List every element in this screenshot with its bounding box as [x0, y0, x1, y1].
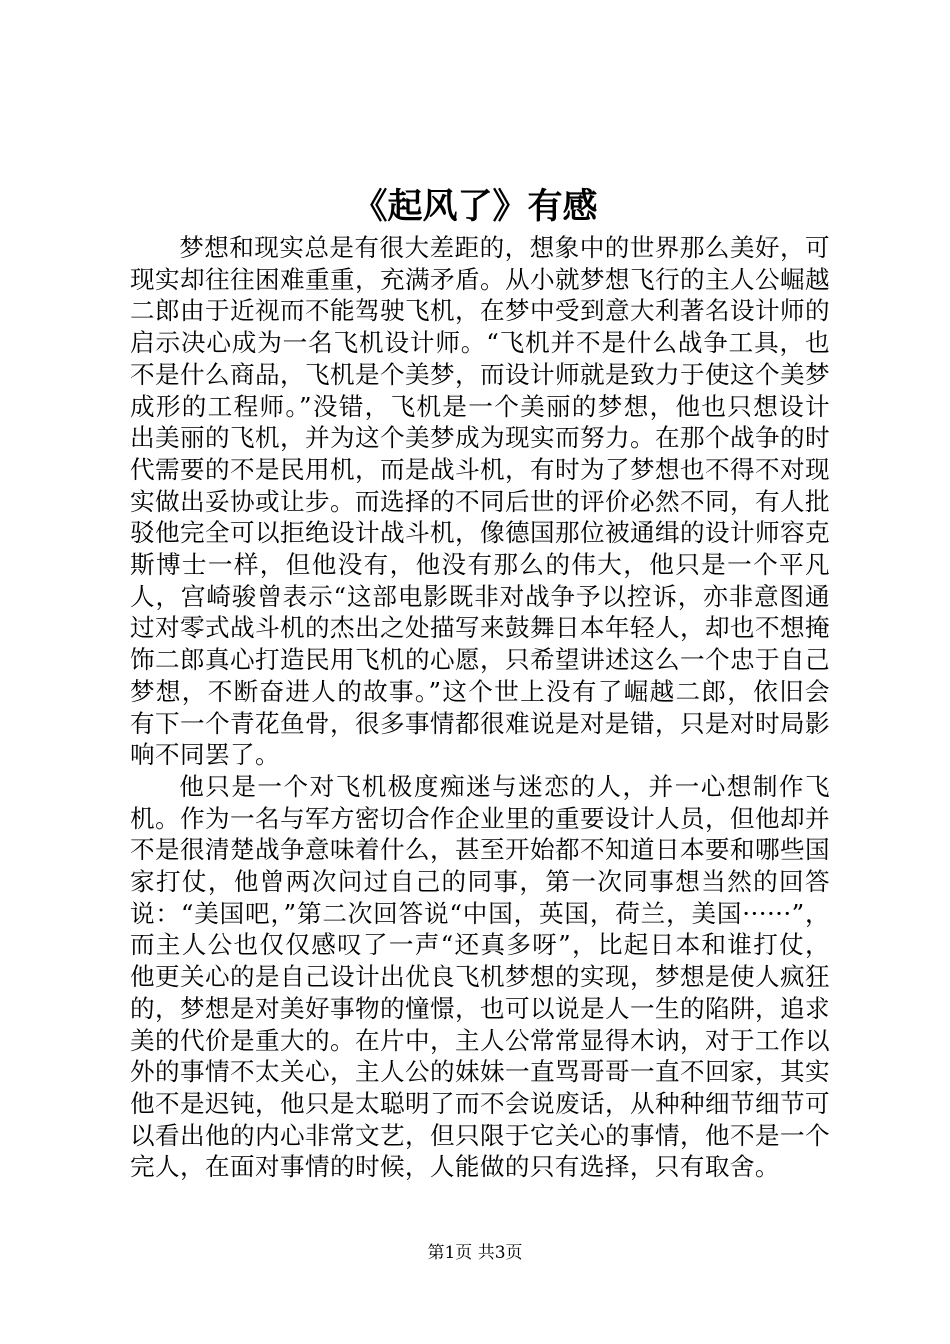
- page-title: 《起风了》有感: [352, 187, 598, 227]
- article-body: [130, 232, 830, 1183]
- body-paragraph: 他只是一个对飞机极度痴迷与迷恋的人，并一心想制作飞机。作为一名与军方密切合作企业里的重要设计人员，但他却并不是很清楚战争意味着什么，甚至开始都不知道日本要和哪些国家打仗，他曾两次问过自己的同事，第一次同事想当然的回答说：“美国吧，”第二次回答说“中国，英国，荷兰，美国······”，而主人公也仅仅感叹了一声“还真多呀”，比起日本和谁打仗，他更关心的是自己设计出优良飞机梦想的实现，梦想是使人疯狂的，梦想是对美好事物的憧憬，也可以说是人一生的陷阱，追求美的代价是重大的。在片中，主人公常常显得木讷，对于工作以外的事情不太关心，主人公的妹妹一直骂哥哥一直不回家，其实他不是迟钝，他只是太聪明了而不会说废话，从种种细节细节可以看出他的内心非常文艺，但只限于它关心的事情，他不是一个完人，在面对事情的时候，人能做的只有选择，只有取舍。: [130, 771, 830, 1182]
- page-number-footer: 第1页 共3页: [427, 1243, 523, 1263]
- body-paragraph: 梦想和现实总是有很大差距的，想象中的世界那么美好，可现实却往往困难重重，充满矛盾。从小就梦想飞行的主人公崛越二郎由于近视而不能驾驶飞机，在梦中受到意大利著名设计师的启示决心成为一名飞机设计师。“飞机并不是什么战争工具，也不是什么商品，飞机是个美梦，而设计师就是致力于使这个美梦成形的工程师。”没错，飞机是一个美丽的梦想，他也只想设计出美丽的飞机，并为这个美梦成为现实而努力。在那个战争的时代需要的不是民用机，而是战斗机，有时为了梦想也不得不对现实做出妥协或让步。而选择的不同后世的评价必然不同，有人批驳他完全可以拒绝设计战斗机，像德国那位被通缉的设计师容克斯博士一样，但他没有，他没有那么的伟大，他只是一个平凡人，宫崎骏曾表示“这部电影既非对战争予以控诉，亦非意图通过对零式战斗机的杰出之处描写来鼓舞日本年轻人，却也不想掩饰二郎真心打造民用飞机的心愿，只希望讲述这么一个忠于自己梦想，不断奋进人的故事。”这个世上没有了崛越二郎，依旧会有下一个青花鱼骨，很多事情都很难说是对是错，只是对时局影响不同罢了。: [130, 233, 830, 770]
